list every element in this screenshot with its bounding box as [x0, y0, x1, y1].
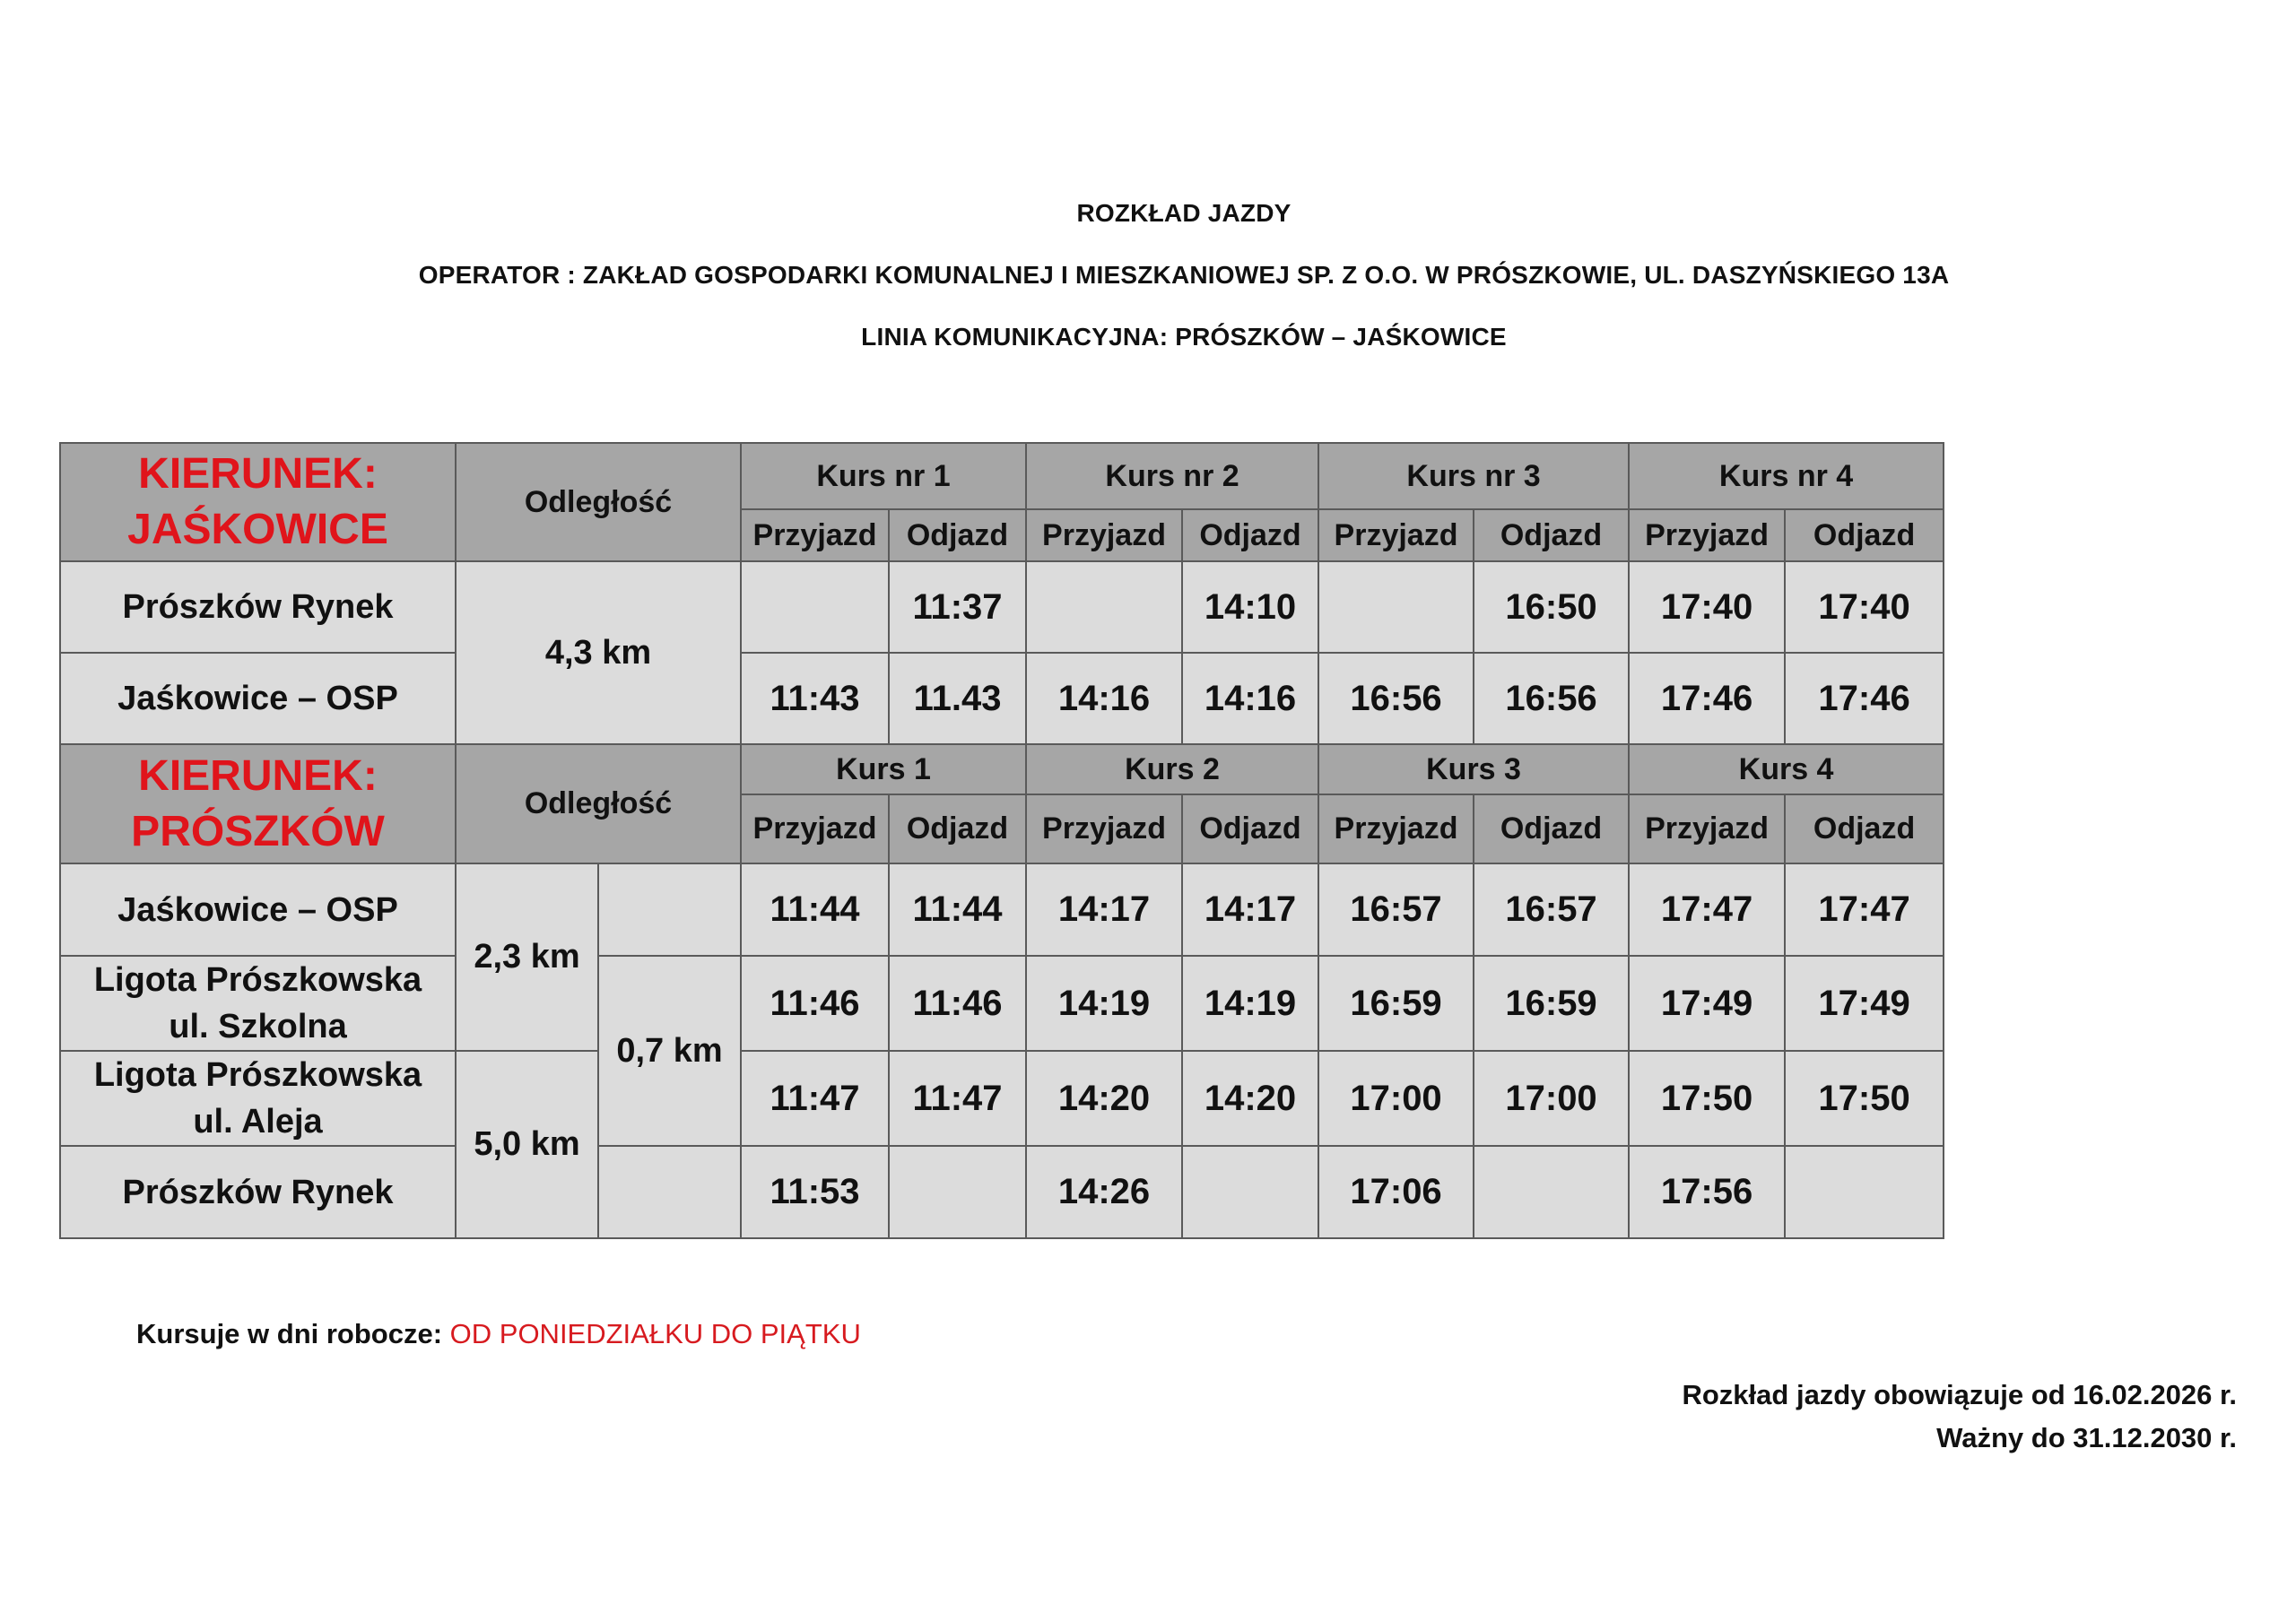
time-cell: [889, 1146, 1026, 1238]
page-title: ROZKŁAD JAZDY: [1076, 199, 1292, 227]
time-cell: [1474, 1146, 1629, 1238]
time-cell: 16:59: [1318, 956, 1474, 1051]
time-cell: 11:43: [741, 653, 889, 744]
dir2-distance-header: Odległość: [456, 744, 741, 863]
dir2-header-row: [60, 744, 1944, 794]
time-cell: 14:26: [1026, 1146, 1182, 1238]
time-cell: 14:19: [1182, 956, 1318, 1051]
time-cell: 17:00: [1318, 1051, 1474, 1146]
time-cell: 16:57: [1318, 863, 1474, 956]
time-cell: 17:56: [1629, 1146, 1785, 1238]
time-cell: 14:20: [1182, 1051, 1318, 1146]
time-cell: 17:46: [1785, 653, 1944, 744]
departure-header: Odjazd: [1182, 509, 1318, 561]
time-cell: 17:50: [1629, 1051, 1785, 1146]
time-cell: 11.43: [889, 653, 1026, 744]
departure-header: Odjazd: [1182, 794, 1318, 863]
departure-header: Odjazd: [1785, 509, 1944, 561]
dir2-distance-3: 5,0 km: [456, 1051, 598, 1238]
arrival-header: Przyjazd: [1318, 794, 1474, 863]
table-row: [60, 561, 1944, 653]
time-cell: 11:47: [889, 1051, 1026, 1146]
time-cell: 14:10: [1182, 561, 1318, 653]
workdays-label: Kursuje w dni robocze:: [136, 1318, 443, 1349]
route-line: LINIA KOMUNIKACYJNA: PRÓSZKÓW – JAŚKOWICE: [861, 323, 1507, 351]
time-cell: 14:20: [1026, 1051, 1182, 1146]
departure-header: Odjazd: [1474, 794, 1629, 863]
stop-name-line1: Ligota Prószkowska: [93, 1056, 422, 1094]
empty-distance-cell: [598, 1146, 741, 1238]
time-cell: 11:53: [741, 1146, 889, 1238]
dir1-course-1: Kurs nr 1: [741, 443, 1026, 509]
dir1-title: [60, 443, 456, 561]
dir1-distance: 4,3 km: [456, 561, 741, 744]
time-cell: 16:57: [1474, 863, 1629, 956]
workdays-value: OD PONIEDZIAŁKU DO PIĄTKU: [449, 1318, 861, 1349]
arrival-header: Przyjazd: [1629, 509, 1785, 561]
time-cell: 17:46: [1629, 653, 1785, 744]
stop-name: [60, 956, 456, 1051]
time-cell: 17:47: [1785, 863, 1944, 956]
time-cell: 16:56: [1318, 653, 1474, 744]
arrival-header: Przyjazd: [741, 509, 889, 561]
dir2-distance-2: 0,7 km: [598, 956, 741, 1146]
dir1-distance-header: Odległość: [456, 443, 741, 561]
dir1-destination: JAŚKOWICE: [127, 506, 388, 553]
arrival-header: Przyjazd: [1629, 794, 1785, 863]
time-cell: [1182, 1146, 1318, 1238]
time-cell: 11:44: [889, 863, 1026, 956]
timetable: [59, 442, 1944, 1239]
time-cell: 14:19: [1026, 956, 1182, 1051]
workdays-note: [136, 1318, 861, 1350]
time-cell: 17:47: [1629, 863, 1785, 956]
dir2-kierunek-label: KIERUNEK:: [138, 751, 378, 800]
arrival-header: Przyjazd: [1318, 509, 1474, 561]
time-cell: 11:46: [741, 956, 889, 1051]
table-row: [60, 653, 1944, 744]
dir2-title: [60, 744, 456, 863]
stop-name-line2: ul. Aleja: [193, 1103, 323, 1141]
time-cell: 17:40: [1785, 561, 1944, 653]
dir2-course-1: Kurs 1: [741, 744, 1026, 794]
time-cell: 17:40: [1629, 561, 1785, 653]
table-row: [60, 863, 1944, 956]
table-row: [60, 1051, 1944, 1146]
time-cell: [1318, 561, 1474, 653]
dir1-course-3: Kurs nr 3: [1318, 443, 1629, 509]
arrival-header: Przyjazd: [1026, 794, 1182, 863]
dir2-distance-1: 2,3 km: [456, 863, 598, 1051]
stop-name-line2: ul. Szkolna: [169, 1008, 347, 1045]
table-row: [60, 1146, 1944, 1238]
stop-name: Prószków Rynek: [60, 561, 456, 653]
time-cell: 17:06: [1318, 1146, 1474, 1238]
time-cell: [1785, 1146, 1944, 1238]
time-cell: 14:17: [1026, 863, 1182, 956]
time-cell: 14:16: [1182, 653, 1318, 744]
stop-name: Jaśkowice – OSP: [60, 863, 456, 956]
time-cell: 17:49: [1629, 956, 1785, 1051]
arrival-header: Przyjazd: [1026, 509, 1182, 561]
operator-line: OPERATOR : ZAKŁAD GOSPODARKI KOMUNALNEJ I MIESZKANIOWEJ SP. Z O.O. W PRÓSZKOWIE, UL. DASZYŃSKIEGO 13A: [418, 261, 1950, 289]
time-cell: 17:50: [1785, 1051, 1944, 1146]
dir1-header-row: [60, 443, 1944, 509]
dir1-course-4: Kurs nr 4: [1629, 443, 1944, 509]
departure-header: Odjazd: [889, 509, 1026, 561]
dir2-course-4: Kurs 4: [1629, 744, 1944, 794]
table-row: [60, 956, 1944, 1051]
time-cell: 16:50: [1474, 561, 1629, 653]
departure-header: Odjazd: [889, 794, 1026, 863]
departure-header: Odjazd: [1474, 509, 1629, 561]
time-cell: [1026, 561, 1182, 653]
dir2-course-2: Kurs 2: [1026, 744, 1318, 794]
time-cell: 16:56: [1474, 653, 1629, 744]
valid-to: Ważny do 31.12.2030 r.: [1936, 1422, 2237, 1453]
stop-name: Jaśkowice – OSP: [60, 653, 456, 744]
valid-from: Rozkład jazdy obowiązuje od 16.02.2026 r.: [1682, 1379, 2237, 1410]
stop-name-line1: Ligota Prószkowska: [93, 961, 422, 999]
dir2-destination: PRÓSZKÓW: [131, 807, 385, 855]
time-cell: [741, 561, 889, 653]
time-cell: 11:44: [741, 863, 889, 956]
time-cell: 11:46: [889, 956, 1026, 1051]
time-cell: 17:49: [1785, 956, 1944, 1051]
time-cell: 11:37: [889, 561, 1026, 653]
dir2-course-3: Kurs 3: [1318, 744, 1629, 794]
stop-name: Prószków Rynek: [60, 1146, 456, 1238]
time-cell: 11:47: [741, 1051, 889, 1146]
departure-header: Odjazd: [1785, 794, 1944, 863]
empty-distance-cell: [598, 863, 741, 956]
time-cell: 14:16: [1026, 653, 1182, 744]
stop-name: [60, 1051, 456, 1146]
dir1-kierunek-label: KIERUNEK:: [138, 450, 378, 498]
time-cell: 16:59: [1474, 956, 1629, 1051]
time-cell: 17:00: [1474, 1051, 1629, 1146]
time-cell: 14:17: [1182, 863, 1318, 956]
dir1-course-2: Kurs nr 2: [1026, 443, 1318, 509]
arrival-header: Przyjazd: [741, 794, 889, 863]
